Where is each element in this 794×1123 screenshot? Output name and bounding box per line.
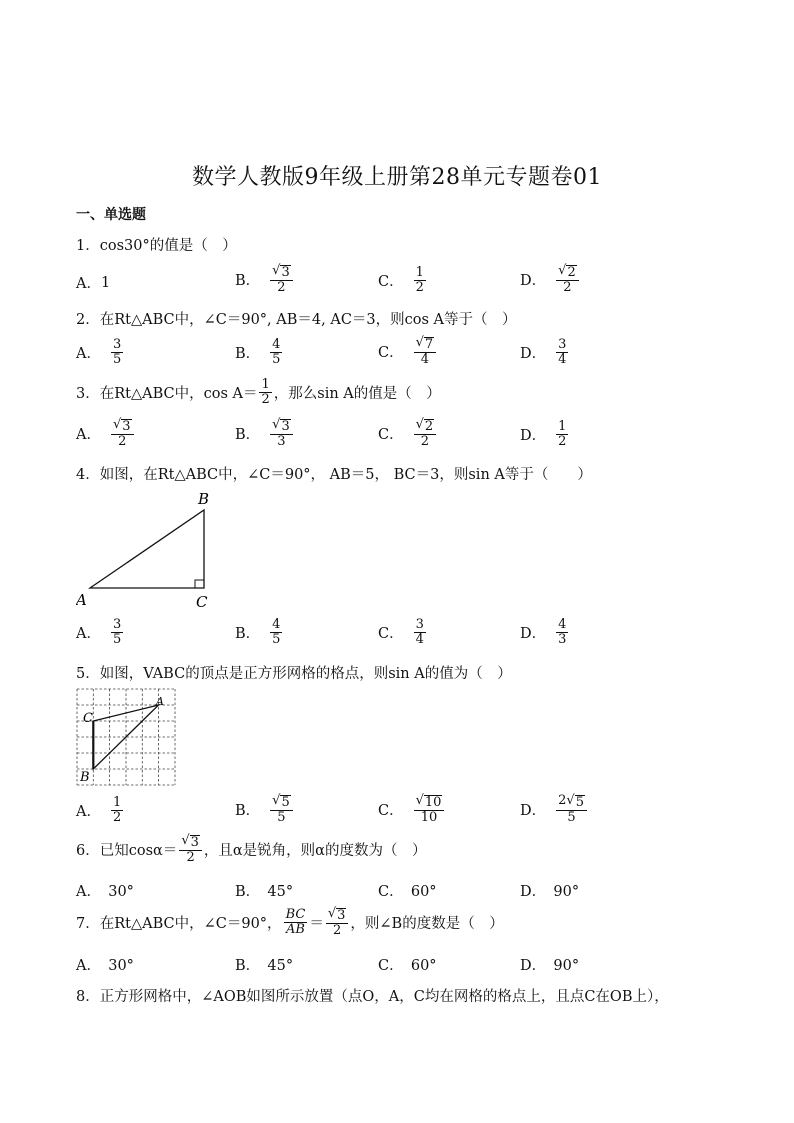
question-6-stem [76, 834, 426, 864]
fraction: √ 3 2 [111, 418, 134, 448]
q5-option-a[interactable] [76, 796, 125, 824]
fraction: √ 3 2 [326, 907, 349, 937]
fraction: 2 √ 5 5 [556, 794, 587, 824]
denominator: 10 [420, 809, 438, 825]
question-5-stem: 5．如图，VABC的顶点是正方形网格的格点，则sin A的值为（ ） [76, 666, 512, 682]
option-label: A． [76, 426, 101, 443]
fraction: √ 3 3 [270, 418, 293, 448]
vertex-label-a: A [156, 695, 164, 708]
option-label: A． [76, 276, 101, 292]
option-label: D． [520, 625, 547, 642]
option-label: C． [378, 625, 404, 642]
stem-text: 3．在Rt△ABC中，cos A＝ [76, 385, 258, 402]
fraction [111, 338, 123, 366]
fraction [284, 908, 308, 936]
radicand: 7 [424, 337, 434, 352]
denominator: 4 [558, 351, 567, 367]
option-label: B． [235, 272, 261, 289]
numerator: 3 [415, 617, 424, 632]
equals-sign: ＝ [309, 915, 324, 932]
q1-option-d[interactable] [520, 264, 581, 294]
denominator: 5 [272, 631, 281, 647]
stem-text: ，且α是锐角，则α的度数为（ ） [203, 842, 427, 859]
fraction: √ 2 2 [414, 418, 437, 448]
vertex-label-c: C [83, 711, 93, 726]
fraction: √ 3 2 [270, 264, 293, 294]
radicand: 3 [281, 265, 290, 280]
triangle-abc [90, 510, 204, 588]
option-label: C． [378, 273, 404, 290]
q2-option-c[interactable] [378, 336, 438, 366]
right-triangle-figure [76, 490, 216, 612]
denominator: 5 [567, 809, 576, 825]
stem-text: 6．已知cosα＝ [76, 842, 178, 859]
option-label: C． [378, 802, 404, 819]
numerator: 4 [558, 617, 567, 632]
numerator: 3 [112, 617, 122, 632]
denominator: 2 [112, 809, 122, 825]
option-label: B． [235, 426, 261, 443]
q5-option-b[interactable] [235, 794, 295, 824]
fraction [111, 796, 123, 824]
denominator: 2 [563, 279, 572, 295]
q2-option-b[interactable] [235, 338, 284, 366]
q3-option-b[interactable] [235, 418, 295, 448]
radicand: 5 [281, 795, 290, 810]
question-8-stem: 8．正方形网格中，∠AOB如图所示放置（点O，A，C均在网格的格点上，且点C在OB上）， [76, 989, 669, 1005]
fraction [414, 618, 426, 646]
radicand: 2 [424, 419, 434, 434]
section-heading: 一、单选题 [76, 207, 146, 223]
denominator: AB [285, 921, 305, 937]
right-angle-marker [195, 580, 204, 588]
q6-option-b[interactable]: B． 45° [235, 884, 294, 900]
denominator: 2 [118, 433, 127, 449]
q7-option-b[interactable]: B． 45° [235, 958, 294, 974]
fraction [556, 420, 568, 448]
option-value: 1 [100, 274, 111, 291]
q4-option-a[interactable] [76, 618, 125, 646]
q2-option-d[interactable] [520, 338, 570, 366]
numerator: 1 [261, 377, 270, 392]
vertex-label-b: B [198, 490, 210, 508]
stem-text: 7．在Rt△ABC中，∠C＝90°， [76, 915, 282, 932]
q5-option-d[interactable] [520, 794, 589, 824]
triangle-abc [93, 705, 158, 769]
denominator: 2 [186, 849, 195, 865]
denominator: 5 [112, 631, 122, 647]
option-label: D． [520, 345, 547, 362]
fraction: √ 10 10 [414, 794, 445, 824]
radicand: 10 [424, 795, 442, 810]
fraction [270, 338, 282, 366]
radicand: 3 [190, 835, 199, 850]
fraction [270, 618, 282, 646]
option-label: D． [520, 427, 547, 444]
denominator: 2 [420, 433, 430, 449]
denominator: 2 [277, 279, 286, 295]
option-label: C． [378, 344, 404, 361]
coefficient: 2 [558, 793, 567, 808]
numerator: 4 [272, 617, 281, 632]
q4-option-d[interactable] [520, 618, 570, 646]
vertex-label-b: B [80, 770, 90, 785]
question-7-stem [76, 907, 504, 937]
fraction [111, 618, 123, 646]
radicand: 3 [337, 908, 346, 923]
question-4-stem: 4．如图，在Rt△ABC中，∠C＝90°， AB＝5， BC＝3，则sin A等于（ ） [76, 467, 592, 483]
denominator: 3 [277, 433, 286, 449]
radicand: 3 [122, 419, 131, 434]
option-label: B． [235, 802, 261, 819]
numerator: 4 [272, 337, 281, 352]
q5-option-c[interactable] [378, 794, 446, 824]
vertex-label-c: C [196, 593, 208, 611]
stem-text: ，则∠B的度数是（ ） [350, 915, 504, 932]
radicand: 5 [575, 795, 584, 810]
option-label: C． [378, 426, 404, 443]
fraction [556, 338, 568, 366]
denominator: 5 [112, 351, 122, 367]
fraction [259, 378, 271, 406]
radicand: 2 [567, 265, 576, 280]
option-label: A． [76, 803, 101, 820]
q4-option-b[interactable] [235, 618, 284, 646]
fraction: √ 2 2 [556, 264, 579, 294]
denominator: 5 [277, 809, 286, 825]
q2-option-a[interactable] [76, 338, 125, 366]
q4-option-c[interactable] [378, 618, 428, 646]
q3-option-d[interactable] [520, 420, 570, 448]
fraction: √ 7 4 [414, 336, 437, 366]
question-3-stem [76, 378, 441, 406]
q7-option-c[interactable]: C． 60° [378, 958, 437, 974]
radicand: 3 [281, 419, 290, 434]
q6-option-a[interactable]: A． 30° [76, 884, 134, 900]
denominator: 5 [272, 351, 281, 367]
denominator: 4 [420, 351, 430, 367]
numerator: 1 [415, 265, 424, 280]
numerator: 3 [558, 337, 567, 352]
fraction: √ 5 5 [270, 794, 293, 824]
option-label: D． [520, 272, 547, 289]
denominator: 2 [261, 391, 270, 407]
numerator: 3 [112, 337, 122, 352]
option-label: B． [235, 345, 261, 362]
option-label: A． [76, 345, 101, 362]
question-2-stem: 2．在Rt△ABC中，∠C＝90°, AB＝4, AC＝3，则cos A等于（ ） [76, 312, 517, 328]
numerator: 1 [112, 795, 122, 810]
q1-option-c[interactable] [378, 266, 428, 294]
denominator: 2 [558, 433, 567, 449]
vertex-label-a: A [76, 591, 87, 609]
q7-option-d[interactable]: D． 90° [520, 958, 580, 974]
option-label: A． [76, 625, 101, 642]
q6-option-c[interactable]: C． 60° [378, 884, 437, 900]
q1-option-a[interactable] [76, 272, 110, 293]
q7-option-a[interactable]: A． 30° [76, 958, 134, 974]
option-label: D． [520, 802, 547, 819]
stem-text: ，那么sin A的值是（ ） [273, 385, 441, 402]
q6-option-d[interactable]: D． 90° [520, 884, 580, 900]
fraction: √ 3 2 [179, 834, 202, 864]
option-label: B． [235, 625, 261, 642]
fraction [556, 618, 568, 646]
numerator: BC [285, 907, 306, 922]
denominator: 4 [415, 631, 424, 647]
question-1-stem: 1．cos30°的值是（ ） [76, 238, 237, 254]
q3-option-c[interactable] [378, 418, 438, 448]
q1-option-b[interactable] [235, 264, 295, 294]
page-title: 数学人教版9年级上册第28单元专题卷01 [192, 165, 602, 190]
denominator: 3 [558, 631, 567, 647]
q3-option-a[interactable] [76, 418, 136, 448]
numerator: 1 [558, 419, 567, 434]
denominator: 2 [332, 922, 342, 938]
fraction [414, 266, 426, 294]
denominator: 2 [415, 279, 424, 295]
grid-triangle-figure [76, 688, 178, 788]
